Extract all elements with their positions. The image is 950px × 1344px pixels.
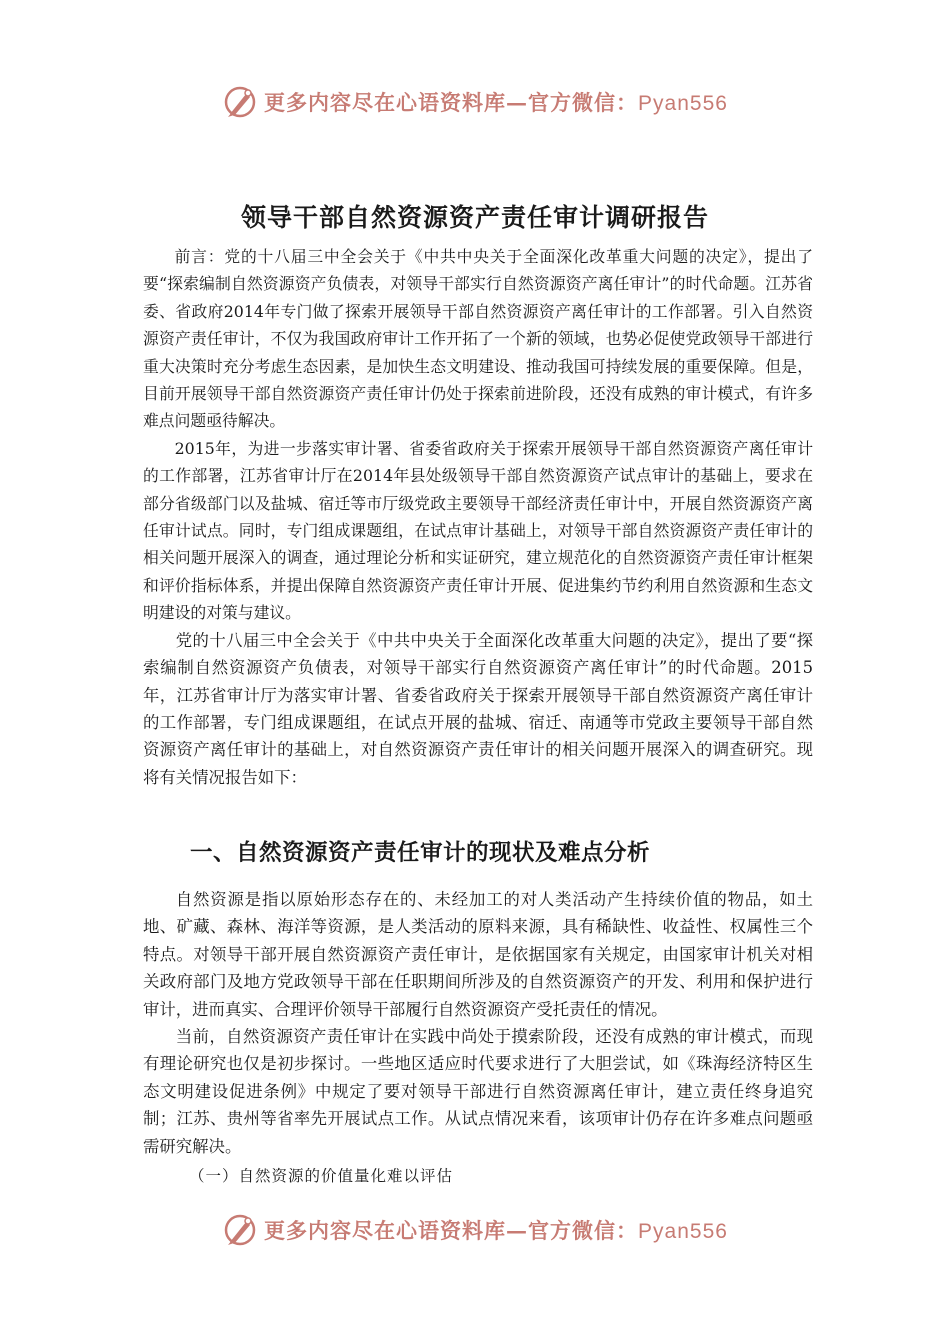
footer-banner [0,1210,950,1250]
paragraph-current-status: 当前，自然资源资产责任审计在实践中尚处于摸索阶段，还没有成熟的审计模式，而现有理论研究也仅是初步探讨。一些地区适应时代要求进行了大胆尝试，如《珠海经济特区生态文明建设促进条例》中规定了要对领导干部进行自然资源离任审计，建立责任终身追究制；江苏、贵州等省率先开展试点工作。从试点情况来看，该项审计仍存在许多难点问题亟需研究解决。 [143,1027,813,1156]
wechat-id: Pyan556 [638,92,728,115]
paragraph-report-intro: 党的十八届三中全会关于《中共中央关于全面深化改革重大问题的决定》，提出了要“探索编制自然资源资产负债表，对领导干部实行自然资源资产离任审计”的时代命题。2015年，江苏省审计厅为落实审计署、省委省政府关于探索开展领导干部自然资源资产离任审计的工作部署，专门组成课题组，在试点开展的盐城、宿迁、南通等市党政主要领导干部自然资源资产离任审计的基础上，对自然资源资产责任审计的相关问题开展深入的调查研究。现将有关情况报告如下： [143,630,813,787]
pen-logo-icon [222,1212,258,1248]
paragraph-definition: 自然资源是指以原始形态存在的、未经加工的对人类活动产生持续价值的物品，如土地、矿藏、森林、海洋等资源，是人类活动的原料来源，具有稀缺性、收益性、权属性三个特点。对领导干部开展自然资源资产责任审计，是依据国家有关规定，由国家审计机关对相关政府部门及地方党政领导干部在任职期间所涉及的自然资源资产的开发、利用和保护进行审计，进而真实、合理评价领导干部履行自然资源资产受托责任的情况。 [143,890,813,1019]
section-1-body [143,886,813,1160]
paragraph-2015: 2015年，为进一步落实审计署、省委省政府关于探索开展领导干部自然资源资产离任审计的工作部署，江苏省审计厅在2014年县处级领导干部自然资源资产试点审计的基础上，要求在部分省级部门以及盐城、宿迁等市厅级党政主要领导干部经济责任审计中，开展自然资源资产离任审计试点。同时，专门组成课题组，在试点审计基础上，对领导干部自然资源资产责任审计的相关问题开展深入的调查，通过理论分析和实证研究，建立规范化的自然资源资产责任审计框架和评价指标体系，并提出保障自然资源资产责任审计开展、促进集约节约利用自然资源和生态文明建设的对策与建议。 [143,438,813,623]
wechat-id: Pyan556 [638,1220,728,1243]
banner-text: 更多内容尽在心语资料库—官方微信：Pyan556 [264,1218,728,1243]
header-banner [0,82,950,122]
pen-logo-icon [222,84,258,120]
banner-text: 更多内容尽在心语资料库—官方微信：Pyan556 [264,90,728,115]
document-title: 领导干部自然资源资产责任审计调研报告 [240,203,709,232]
intro-section [143,243,813,791]
subheading-1: （一）自然资源的价值量化难以评估 [189,1167,454,1185]
section-heading-1: 一、自然资源资产责任审计的现状及难点分析 [190,840,651,866]
paragraph-preface: 前言：党的十八届三中全会关于《中共中央关于全面深化改革重大问题的决定》，提出了要“探索编制自然资源资产负债表，对领导干部实行自然资源资产离任审计”的时代命题。江苏省委、省政府2014年专门做了探索开展领导干部自然资源资产离任审计的工作部署。引入自然资源资产责任审计，不仅为我国政府审计工作开拓了一个新的领域，也势必促使党政领导干部进行重大决策时充分考虑生态因素，是加快生态文明建设、推动我国可持续发展的重要保障。但是，目前开展领导干部自然资源资产责任审计仍处于探索前进阶段，还没有成熟的审计模式，有许多难点问题亟待解决。 [143,247,813,431]
